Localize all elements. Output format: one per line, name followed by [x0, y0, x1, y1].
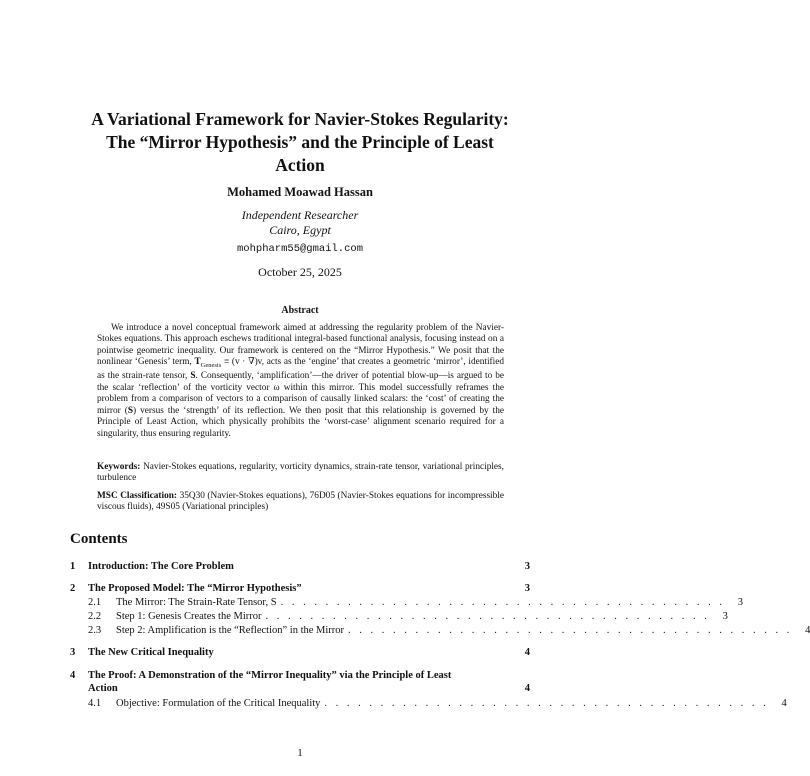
abstract-text-1: We introduce a novel conceptual framework aimed at addressing the regularity problem of the Navier-Stokes equations. This approach eschews traditional integral-based functional analysis, focusing instead on a pointwise geometric inequality. Our framework is centered on the “Mirror Hypothesis.” We posit that the nonlinear ‘Genesis’ term,	[97, 323, 504, 368]
author-email[interactable]: mohpharm55@gmail.com	[236, 243, 364, 255]
paper-date: October 25, 2025	[258, 265, 342, 279]
title-line-3: Action	[275, 155, 325, 175]
toc-sub-page: 3	[737, 597, 743, 608]
toc-sub-number: 2.2	[88, 611, 102, 622]
title-line-2: The “Mirror Hypothesis” and the Principle of Least	[106, 132, 494, 152]
genesis-term-symbol: T	[194, 357, 201, 368]
toc-label: The Proposed Model: The “Mirror Hypothesis”	[88, 583, 302, 594]
toc-sub-number: 2.3	[88, 625, 102, 636]
toc-dot-leader: . . . . . . . . . . . . . . . . . . . . . . . . . . . . . . . . . . . . . . . .	[265, 611, 710, 622]
toc-sub-label: Objective: Formulation of the Critical Inequality	[116, 698, 321, 709]
toc-label-line-2: Action	[88, 683, 118, 694]
toc-sub-page: 4	[805, 625, 810, 636]
toc-page: 3	[524, 561, 530, 572]
abstract-heading: Abstract	[281, 305, 319, 316]
contents-heading: Contents	[70, 531, 128, 547]
strain-tensor-symbol: S	[190, 371, 196, 382]
toc-sub-label: Step 1: Genesis Creates the Mirror	[116, 611, 262, 622]
toc-dot-leader: . . . . . . . . . . . . . . . . . . . . . . . . . . . . . . . . . . . . . . . .	[324, 698, 769, 709]
toc-sub-label: The Mirror: The Strain-Rate Tensor, S	[116, 597, 277, 608]
abstract-text-3: . Consequently, ‘amplification’—the driver of potential blow-up—is argued to be the scalar ‘reflection’ of the vorticity vector ω within this mirror. This model successfully reframes the problem from a comparison of vectors to a comparison of causally linked scalars: the ‘cost’ of creating the mirror (	[97, 371, 504, 416]
paper-title	[60, 108, 540, 177]
toc-number: 4	[70, 670, 76, 681]
toc-entry-1[interactable]	[70, 560, 530, 573]
strain-tensor-symbol-2: S	[127, 405, 134, 416]
keywords-label: Keywords:	[97, 462, 141, 472]
toc-label: The New Critical Inequality	[88, 647, 214, 658]
toc-entry-3[interactable]	[70, 646, 530, 659]
toc-sub-number: 2.1	[88, 597, 102, 608]
toc-entry-2-2[interactable]	[70, 610, 728, 623]
genesis-term-subscript: Genesis	[200, 362, 222, 370]
toc-sub-page: 4	[781, 698, 787, 709]
toc-page: 4	[524, 647, 530, 658]
msc-label: MSC Classification:	[97, 491, 178, 501]
toc-number: 2	[70, 583, 76, 594]
keywords-text: Navier-Stokes equations, regularity, vorticity dynamics, strain-rate tensor, variational principles, turbulence	[97, 462, 504, 484]
toc-dot-leader: . . . . . . . . . . . . . . . . . . . . . . . . . . . . . . . . . . . . . . . .	[280, 597, 725, 608]
abstract-text-2: ≡ (v · ∇)v, acts as the ‘engine’ that creates a geometric ‘mirror’, identified as the strain-rate tensor,	[97, 357, 504, 382]
page-number: 1	[297, 747, 303, 759]
toc-label-line-1: The Proof: A Demonstration of the “Mirror Inequality” via the Principle of Least	[88, 670, 452, 681]
toc-entry-4[interactable]	[70, 669, 530, 695]
author-name: Mohamed Moawad Hassan	[227, 185, 373, 199]
toc-page: 4	[524, 683, 530, 694]
msc-text: 35Q30 (Navier-Stokes equations), 76D05 (Navier-Stokes equations for incompressible viscous fluids), 49S05 (Variational principles)	[97, 491, 504, 513]
affiliation-line-1: Independent Researcher	[241, 208, 359, 222]
toc-number: 3	[70, 647, 76, 658]
toc-dot-leader: . . . . . . . . . . . . . . . . . . . . . . . . . . . . . . . . . . . . . . . .	[348, 625, 793, 636]
abstract-text-4: ) versus the ‘strength’ of its reflection. We then posit that this relationship is governed by the Principle of Least Action, which physically prohibits the ‘worst-case’ alignment scenario required for a singularity, thus ensuring regularity.	[97, 405, 505, 439]
toc-sub-page: 3	[722, 611, 728, 622]
toc-entry-4-1[interactable]	[70, 697, 787, 710]
toc-sub-number: 4.1	[88, 698, 102, 709]
keywords	[97, 462, 504, 485]
affiliation-line-2: Cairo, Egypt	[269, 223, 331, 237]
toc-number: 1	[70, 561, 76, 572]
toc-page: 3	[524, 583, 530, 594]
toc-entry-2-3[interactable]	[70, 624, 810, 637]
toc-entry-2-1[interactable]	[70, 596, 743, 609]
toc-entry-2[interactable]	[70, 582, 530, 595]
toc-sub-label: Step 2: Amplification is the “Reflection” in the Mirror	[116, 625, 345, 636]
msc-classification	[97, 491, 504, 514]
title-line-1: A Variational Framework for Navier-Stokes Regularity:	[91, 109, 509, 129]
affiliation	[0, 208, 600, 238]
abstract-body	[97, 323, 504, 440]
toc-label: Introduction: The Core Problem	[88, 561, 234, 572]
